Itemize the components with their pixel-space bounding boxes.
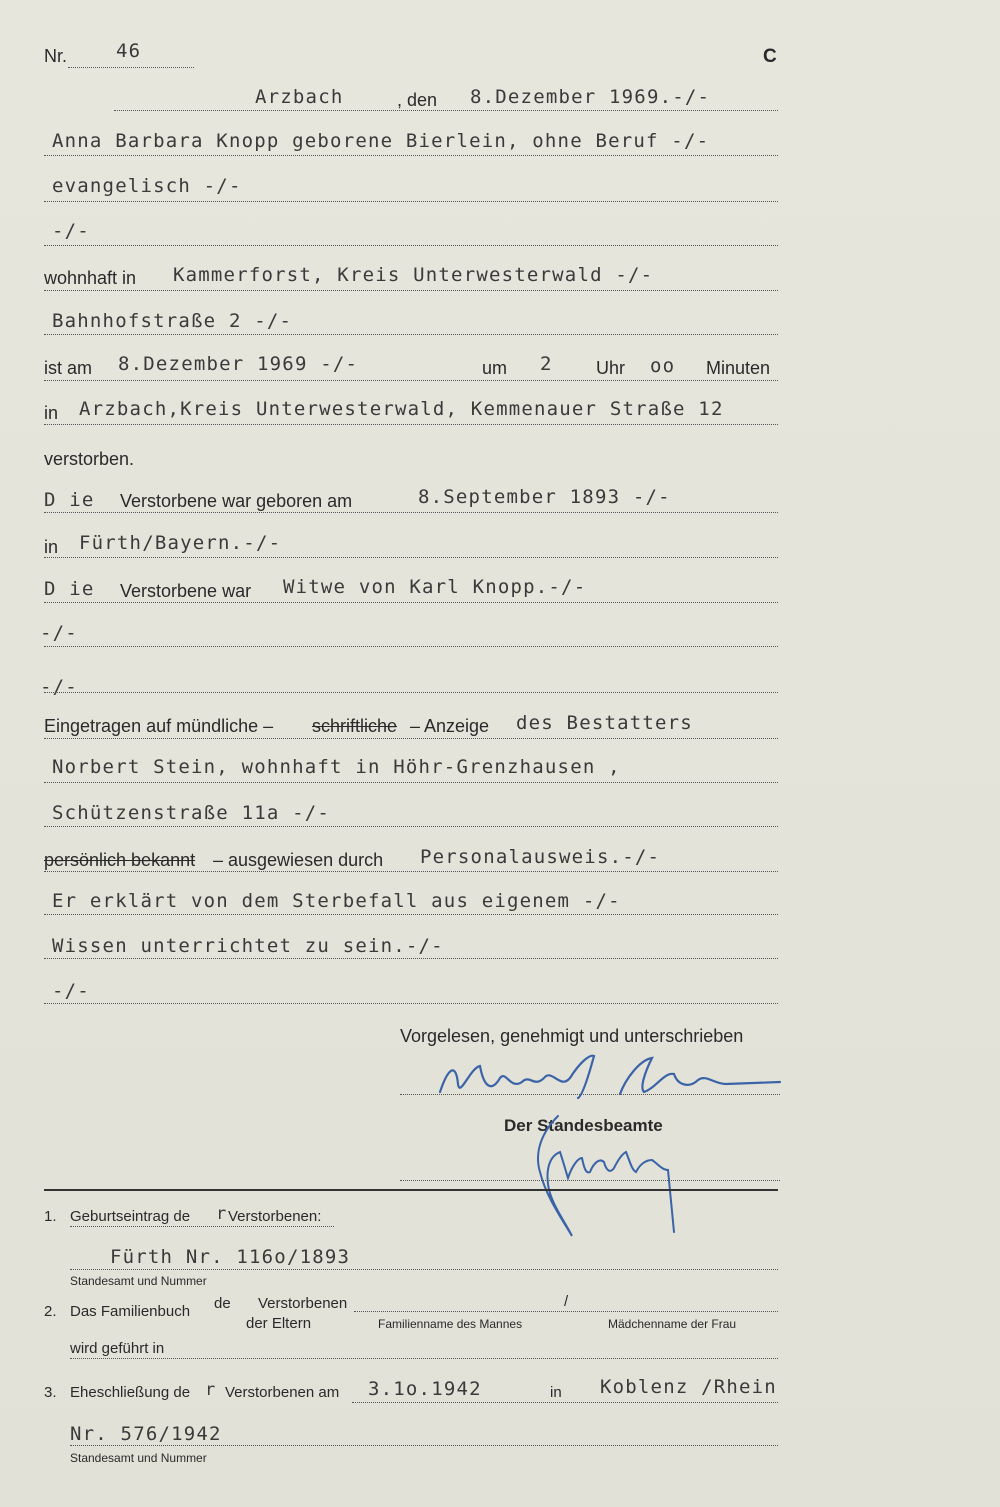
- divider: [70, 1269, 778, 1270]
- divider: [352, 1402, 778, 1403]
- street: Bahnhofstraße 2 -/-: [52, 310, 293, 332]
- nr-value: 46: [116, 40, 142, 62]
- blank-line: -/-: [40, 676, 78, 698]
- birth-date: 8.September 1893 -/-: [418, 486, 671, 508]
- birth-place: Fürth/Bayern.-/-: [79, 532, 282, 554]
- divider: [44, 380, 778, 381]
- divider: [44, 245, 778, 246]
- residence: Kammerforst, Kreis Unterwesterwald -/-: [173, 264, 654, 286]
- item-number: 3.: [44, 1384, 57, 1401]
- divider: [354, 1311, 778, 1312]
- blank-line: -/-: [52, 220, 90, 242]
- person-line: Anna Barbara Knopp geborene Bierlein, ohne Beruf -/-: [52, 130, 710, 152]
- marriage-registration: Nr. 576/1942: [70, 1423, 222, 1445]
- divider: [70, 1358, 778, 1359]
- divider: [44, 914, 778, 915]
- die-typed: D ie: [44, 489, 95, 511]
- divider: [44, 958, 778, 959]
- in-label: in: [44, 537, 59, 557]
- informant-signature: [430, 1048, 790, 1108]
- divider: [400, 1180, 780, 1181]
- divider: [68, 67, 194, 68]
- divider: [70, 1445, 778, 1446]
- divider: [70, 1226, 334, 1227]
- war-label: Verstorbene war: [120, 581, 252, 601]
- caption: Standesamt und Nummer: [70, 1451, 207, 1465]
- divider: [44, 155, 778, 156]
- eltern-option: der Eltern: [246, 1315, 312, 1332]
- slash: /: [564, 1293, 569, 1310]
- um-label: um: [482, 358, 508, 378]
- minutes: oo: [650, 355, 676, 377]
- divider: [44, 646, 778, 647]
- divider: [44, 512, 778, 513]
- struck-schriftliche: schriftliche: [312, 716, 398, 736]
- divider: [44, 557, 778, 558]
- anzeige-label: – Anzeige: [410, 716, 490, 736]
- divider: [44, 1003, 778, 1004]
- divider: [44, 782, 778, 783]
- informant-line: Schützenstraße 11a -/-: [52, 802, 331, 824]
- marriage-date: 3.1o.1942: [368, 1378, 482, 1400]
- place: Arzbach: [255, 86, 344, 108]
- informant-line: Norbert Stein, wohnhaft in Höhr-Grenzhausen ,: [52, 756, 621, 778]
- divider: [44, 738, 778, 739]
- in-label: in: [550, 1384, 562, 1401]
- blank-line: -/-: [52, 980, 90, 1002]
- marriage-place: Koblenz /Rhein: [600, 1376, 777, 1398]
- id-document: Personalausweis.-/-: [420, 846, 661, 868]
- statement-line: Er erklärt von dem Sterbefall aus eigenem -/-: [52, 890, 621, 912]
- death-date: 8.Dezember 1969 -/-: [118, 353, 359, 375]
- register-letter: C: [763, 46, 777, 67]
- religion: evangelisch -/-: [52, 175, 242, 197]
- struck-persoenlich: persönlich bekannt: [44, 850, 196, 870]
- birth-registration: Fürth Nr. 116o/1893: [110, 1246, 351, 1268]
- caption: Standesamt und Nummer: [70, 1274, 207, 1288]
- typed-suffix: r: [216, 1204, 228, 1224]
- wohnhaft-label: wohnhaft in: [44, 268, 137, 288]
- eheschliessung-label: Eheschließung de: [70, 1384, 191, 1401]
- verstorbenen-option: Verstorbenen: [258, 1295, 348, 1312]
- hour: 2: [540, 353, 553, 375]
- verstorbenen-label: Verstorbenen:: [228, 1208, 322, 1225]
- de-label: de: [214, 1295, 231, 1312]
- ausgewiesen-label: – ausgewiesen durch: [213, 850, 384, 870]
- date: 8.Dezember 1969.-/-: [470, 86, 711, 108]
- divider: [400, 1094, 780, 1095]
- verstorbenen-am-label: Verstorbenen am: [225, 1384, 340, 1401]
- statement-line: Wissen unterrichtet zu sein.-/-: [52, 935, 444, 957]
- death-place: Arzbach,Kreis Unterwesterwald, Kemmenauer Straße 12: [79, 398, 724, 420]
- typed-suffix: r: [205, 1380, 217, 1400]
- divider: [44, 334, 778, 335]
- marital-status: Witwe von Karl Knopp.-/-: [283, 576, 587, 598]
- divider: [44, 201, 778, 202]
- nr-label: Nr.: [44, 46, 68, 66]
- divider: [44, 602, 778, 603]
- item-number: 1.: [44, 1208, 57, 1225]
- item-number: 2.: [44, 1303, 57, 1320]
- caption: Mädchenname der Frau: [608, 1317, 737, 1331]
- uhr-label: Uhr: [596, 358, 626, 378]
- divider: [44, 871, 778, 872]
- blank-line: -/-: [40, 622, 78, 644]
- informant-intro: des Bestatters: [516, 712, 693, 734]
- caption: Familienname des Mannes: [378, 1317, 523, 1331]
- vorgelesen-label: Vorgelesen, genehmigt und unterschrieben: [400, 1026, 744, 1046]
- geburtseintrag-label: Geburtseintrag de: [70, 1208, 191, 1225]
- in-label: in: [44, 403, 59, 423]
- divider: [44, 692, 778, 693]
- verstorben-label: verstorben.: [44, 449, 135, 469]
- divider: [44, 290, 778, 291]
- die-typed: D ie: [44, 578, 95, 600]
- familienbuch-label: Das Familienbuch: [70, 1303, 191, 1320]
- divider: [44, 826, 778, 827]
- wird-gefuehrt-label: wird geführt in: [70, 1340, 165, 1357]
- footer-separator: [44, 1189, 778, 1191]
- geboren-label: Verstorbene war geboren am: [120, 491, 353, 511]
- den-label: , den: [397, 90, 438, 110]
- divider: [44, 424, 778, 425]
- divider: [114, 110, 778, 111]
- ist-am-label: ist am: [44, 358, 93, 378]
- minuten-label: Minuten: [706, 358, 771, 378]
- eingetragen-label: Eingetragen auf mündliche –: [44, 716, 274, 736]
- standesbeamte-label: Der Standesbeamte: [504, 1116, 663, 1135]
